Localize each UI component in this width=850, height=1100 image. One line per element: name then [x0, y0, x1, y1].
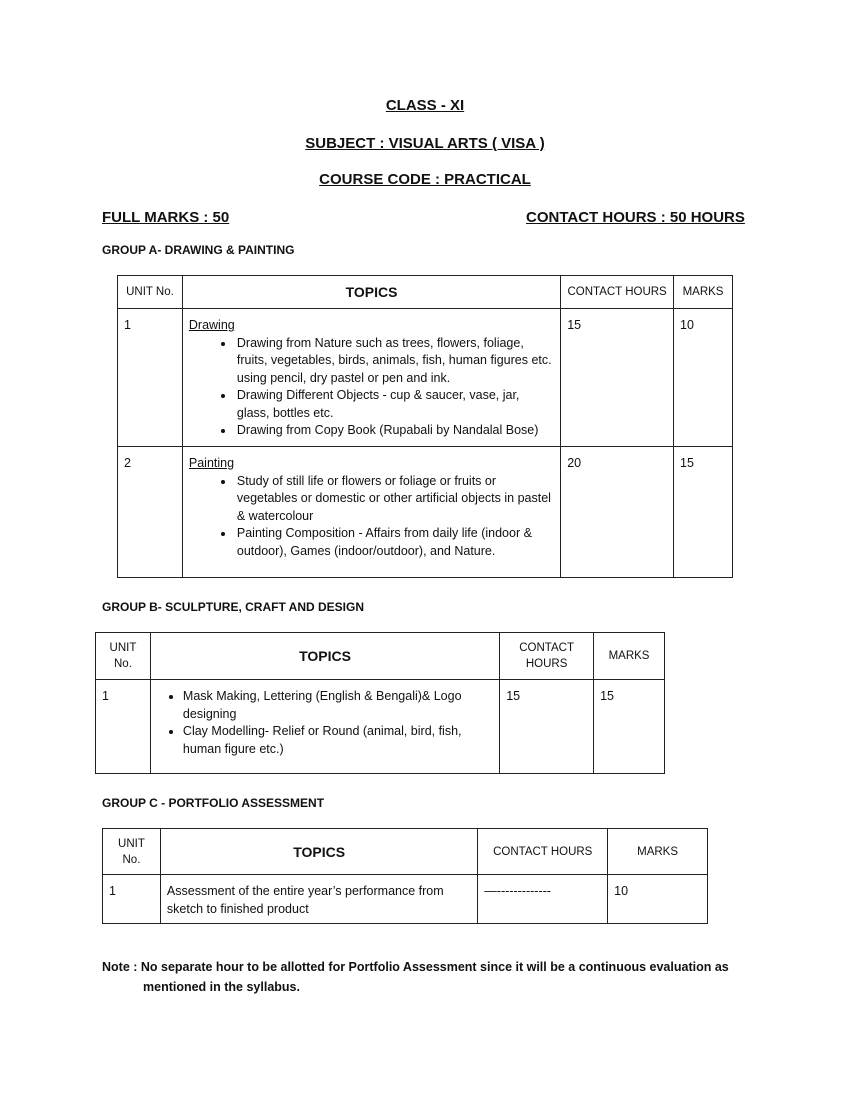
hours-cell: 20: [561, 447, 674, 578]
subject-title: SUBJECT : VISUAL ARTS ( VISA ): [305, 135, 545, 152]
hours-cell: 15: [561, 309, 674, 447]
marks-header: MARKS: [594, 633, 665, 680]
table-row: [103, 875, 708, 924]
unit-cell: 1: [118, 309, 183, 447]
group-b-title: GROUP B- SCULPTURE, CRAFT AND DESIGN: [102, 600, 365, 614]
topics-header: TOPICS: [150, 633, 499, 680]
list-item: • Drawing Different Objects - cup & saucer, vase, jar, glass, bottles etc.: [235, 387, 554, 422]
unit-header-line: No.: [114, 658, 132, 670]
unit-cell: 2: [118, 447, 183, 578]
note-line-1: Note : No separate hour to be allotted for Portfolio Assessment since it will be a continuous evaluation as: [102, 960, 729, 974]
hours-header-line: HOURS: [525, 658, 568, 670]
unit-header: [96, 633, 151, 680]
marks-cell: 15: [594, 680, 665, 774]
topic-heading: Painting: [188, 456, 235, 470]
unit-header-line: No.: [122, 853, 141, 866]
topics-header: TOPICS: [182, 276, 560, 309]
hours-cell: 15: [500, 680, 594, 774]
hours-cell: —-------------: [478, 875, 608, 924]
topics-header: TOPICS: [160, 829, 477, 875]
marks-header: MARKS: [674, 276, 733, 309]
group-a-title: GROUP A- DRAWING & PAINTING: [102, 243, 295, 257]
hours-header: CONTACT HOURS: [561, 276, 674, 309]
hours-header: [500, 633, 594, 680]
table-row: [118, 309, 733, 447]
table-header-row: [118, 276, 733, 309]
list-item: • Drawing from Copy Book (Rupabali by Nandalal Bose): [235, 422, 554, 440]
group-c-title: GROUP C - PORTFOLIO ASSESSMENT: [102, 796, 325, 810]
group-a-table: [117, 275, 733, 578]
hours-header-line: CONTACT: [519, 642, 574, 654]
note-line-2: mentioned in the syllabus.: [143, 980, 300, 994]
unit-header-line: UNIT: [118, 837, 145, 850]
unit-cell: 1: [103, 875, 161, 924]
list-item: • Mask Making, Lettering (English & Bengali)& Logo designing: [183, 688, 493, 723]
marks-cell: 15: [674, 447, 733, 578]
table-header-row: [96, 633, 665, 680]
unit-header-line: UNIT: [109, 642, 137, 654]
course-code: COURSE CODE : PRACTICAL: [319, 171, 531, 188]
topic-list: [157, 688, 493, 758]
table-row: [118, 447, 733, 578]
marks-cell: 10: [674, 309, 733, 447]
table-row: [96, 680, 665, 774]
topic-cell: Assessment of the entire year’s performance from sketch to finished product: [160, 875, 477, 924]
marks-cell: 10: [608, 875, 708, 924]
marks-header: MARKS: [608, 829, 708, 875]
group-c-table: [102, 828, 708, 924]
topic-cell: [150, 680, 499, 774]
topic-cell: [182, 447, 560, 578]
list-item: • Drawing from Nature such as trees, flowers, foliage, fruits, vegetables, birds, animals, fish, human figures etc. using pencil, dry pastel or pen and ink.: [235, 335, 554, 388]
class-title: CLASS - XI: [385, 97, 465, 114]
topic-heading: Drawing: [188, 318, 235, 332]
contact-hours: CONTACT HOURS : 50 HOURS: [526, 209, 745, 226]
unit-cell: 1: [96, 680, 151, 774]
hours-header: CONTACT HOURS: [478, 829, 608, 875]
list-item: • Study of still life or flowers or foliage or fruits or vegetables or domestic or other artificial objects in pastel & watercolour: [235, 473, 554, 526]
unit-header: UNIT No.: [118, 276, 183, 309]
note: [102, 957, 762, 997]
topic-list: [189, 473, 554, 561]
list-item: • Painting Composition - Affairs from daily life (indoor & outdoor), Games (indoor/outdoor), and Nature.: [235, 525, 554, 560]
table-header-row: [103, 829, 708, 875]
full-marks: FULL MARKS : 50: [102, 209, 230, 226]
topic-list: [189, 335, 554, 440]
unit-header: [103, 829, 161, 875]
group-b-table: [95, 632, 665, 774]
topic-cell: [182, 309, 560, 447]
list-item: • Clay Modelling- Relief or Round (animal, bird, fish, human figure etc.): [183, 723, 493, 758]
